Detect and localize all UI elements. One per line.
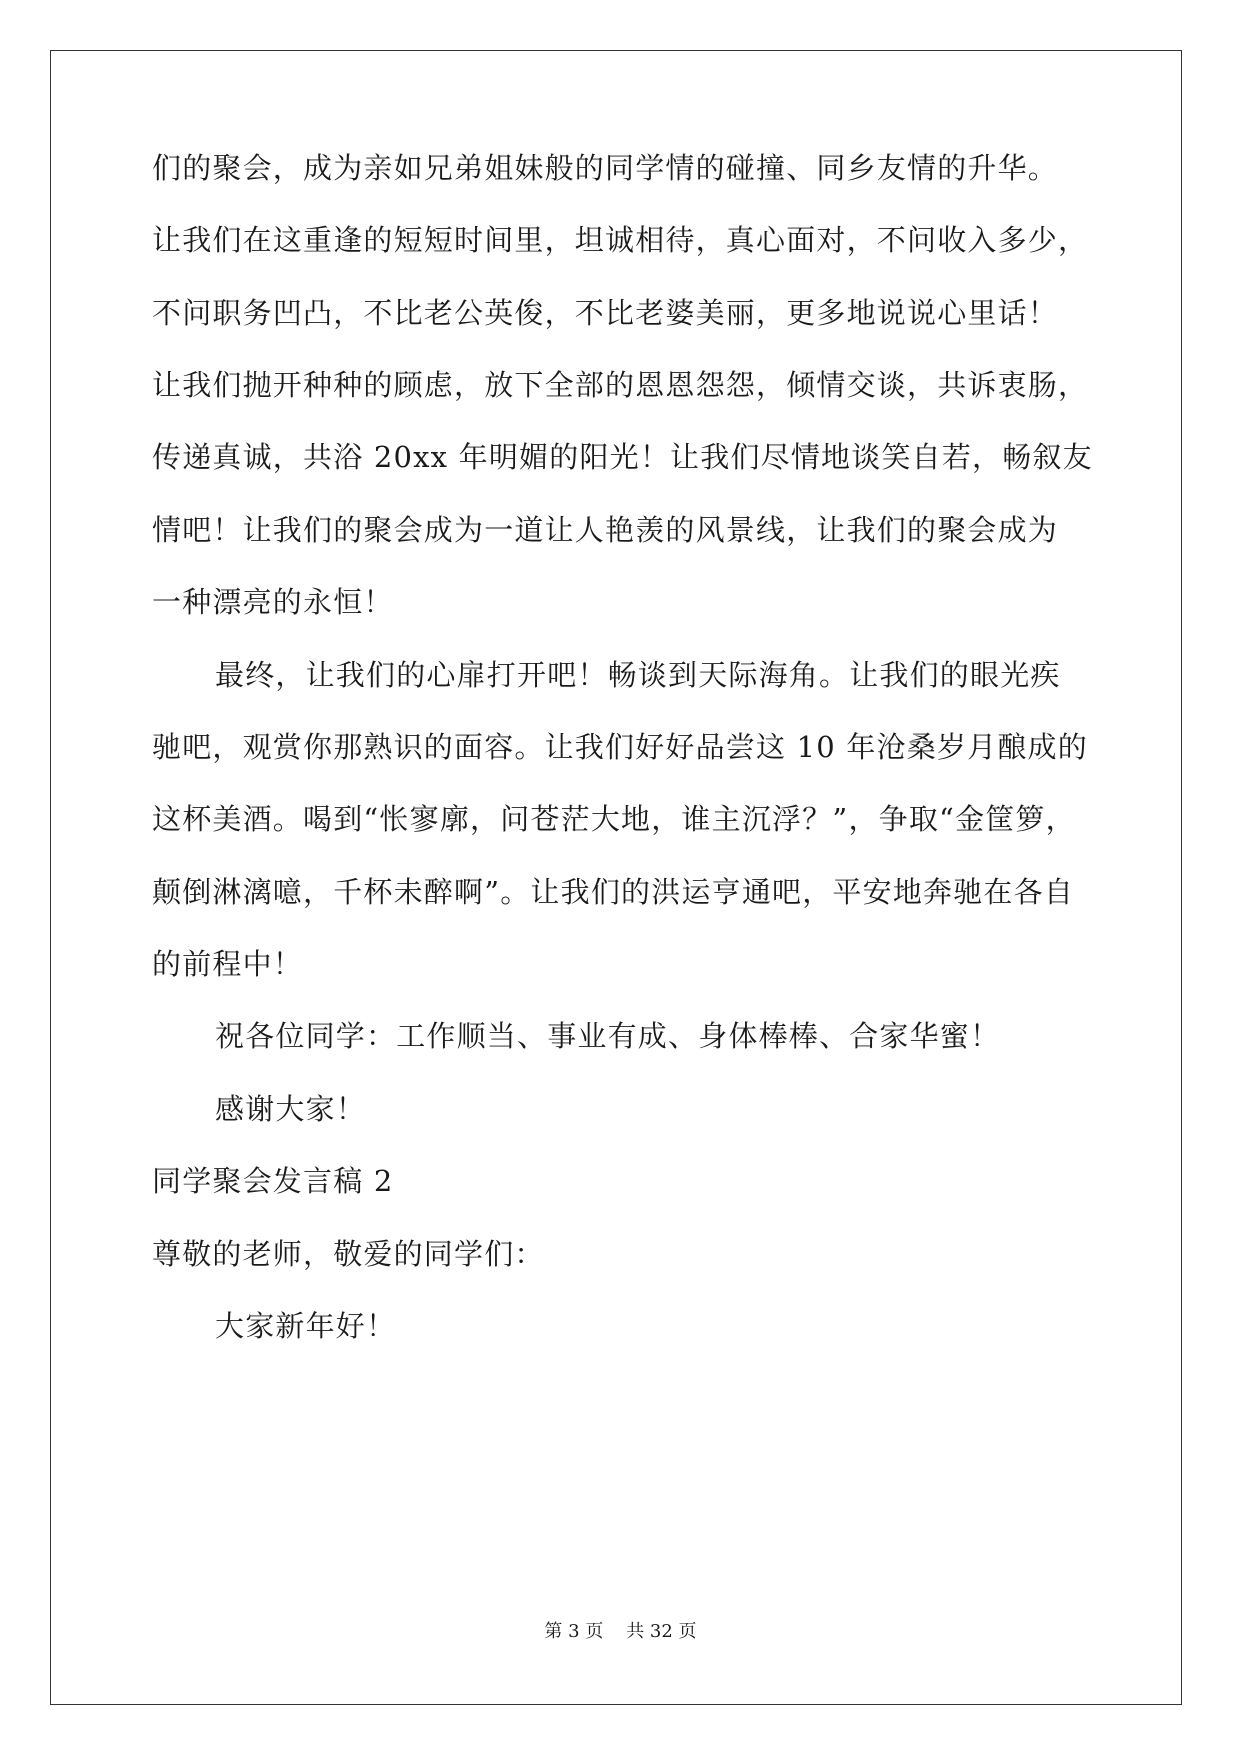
paragraph-line: 传递真诚，共浴 20xx 年明媚的阳光！让我们尽情地谈笑自若，畅叙友 (152, 440, 1093, 474)
paragraph-line: 让我们抛开种种的顾虑，放下全部的恩恩怨怨，倾情交谈，共诉衷肠， (152, 368, 1089, 402)
salutation: 尊敬的老师，敬爱的同学们： (152, 1237, 545, 1271)
greeting: 大家新年好！ (215, 1309, 397, 1343)
paragraph-line: 最终，让我们的心扉打开吧！畅谈到天际海角。让我们的眼光疾 (215, 658, 1061, 692)
paragraph-line: 颠倒淋漓噫，千杯未醉啊”。让我们的洪运亨通吧，平安地奔驰在各自 (152, 875, 1075, 909)
paragraph-line: 这杯美酒。喝到“怅寥廓，问苍茫大地，谁主沉浮？”，争取“金筐箩， (152, 802, 1076, 836)
paragraph-line: 一种漂亮的永恒！ (152, 585, 394, 619)
paragraph-line: 感谢大家！ (215, 1092, 367, 1126)
paragraph-line: 让我们在这重逢的短短时间里，坦诚相待，真心面对，不问收入多少， (152, 223, 1089, 257)
paragraph-line: 驰吧，观赏你那熟识的面容。让我们好好品尝这 10 年沧桑岁月酿成的 (152, 730, 1088, 764)
page-number-footer: 第 3 页 共 32 页 (544, 1621, 697, 1642)
paragraph-line: 不问职务凹凸，不比老公英俊，不比老婆美丽，更多地说说心里话！ (152, 296, 1059, 330)
paragraph-line: 们的聚会，成为亲如兄弟姐妹般的同学情的碰撞、同乡友情的升华。 (152, 151, 1059, 185)
paragraph-line: 的前程中！ (152, 947, 304, 981)
paragraph-line: 情吧！让我们的聚会成为一道让人艳羡的风景线，让我们的聚会成为 (152, 513, 1059, 547)
section-heading: 同学聚会发言稿 2 (152, 1164, 394, 1198)
paragraph-line: 祝各位同学：工作顺当、事业有成、身体棒棒、合家华蜜！ (215, 1019, 1001, 1053)
